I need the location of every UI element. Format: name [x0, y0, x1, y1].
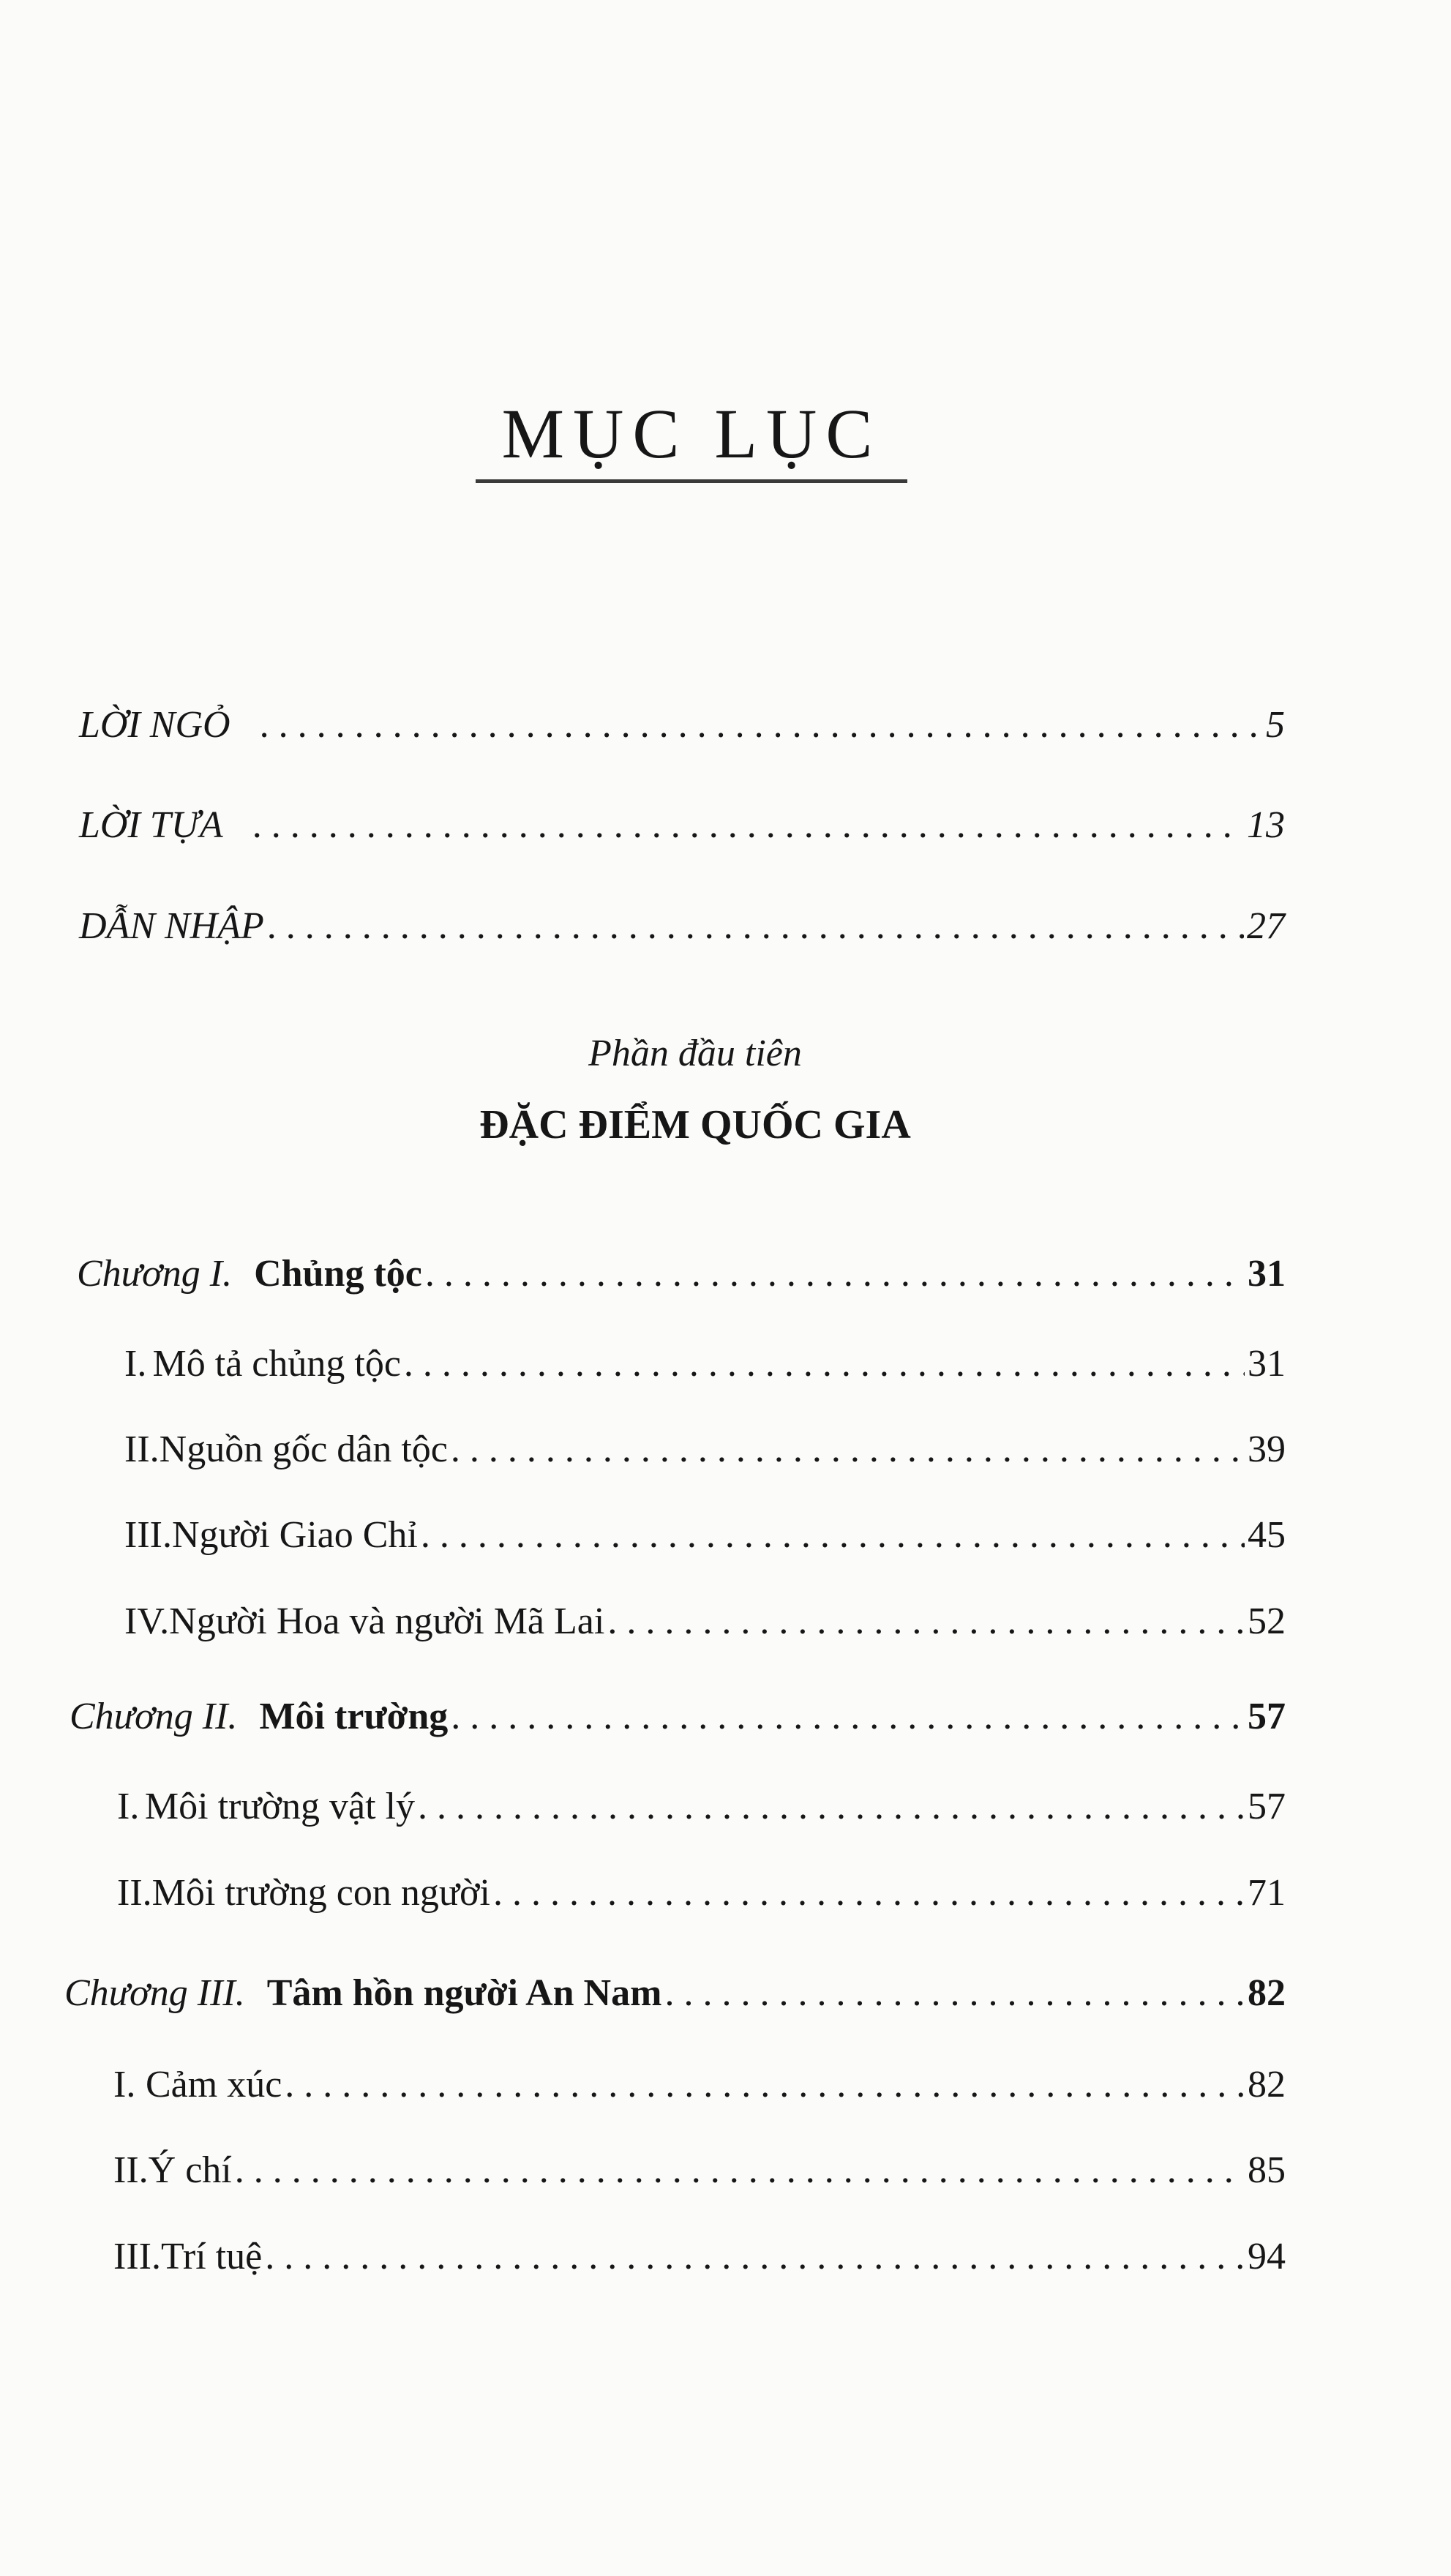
- toc-section-2-1[interactable]: [117, 1788, 1286, 1826]
- toc-page-number: 39: [1248, 1429, 1286, 1470]
- section-number: III.: [113, 2236, 161, 2277]
- section-title: Người Giao Chỉ: [171, 1514, 418, 1556]
- toc-entry-label: LỜI NGỎ: [79, 704, 230, 746]
- chapter-title: Môi trường: [259, 1696, 449, 1737]
- dot-leader: [252, 806, 1244, 845]
- section-title: Trí tuệ: [160, 2236, 263, 2277]
- section-title: Môi trường vật lý: [144, 1786, 416, 1827]
- dot-leader: [404, 1345, 1245, 1383]
- dot-leader: [451, 1431, 1245, 1469]
- toc-page-number: 27: [1247, 905, 1285, 947]
- toc-section-3-2[interactable]: [113, 2149, 1286, 2191]
- dot-leader: [235, 2152, 1245, 2190]
- section-title: Nguồn gốc dân tộc: [159, 1429, 448, 1470]
- section-number: II.: [113, 2149, 149, 2191]
- toc-page-number: 31: [1248, 1343, 1286, 1385]
- dot-leader: [260, 706, 1263, 744]
- section-title: Mô tả chủng tộc: [152, 1343, 401, 1385]
- page-title: MỤC LỤC: [501, 394, 882, 473]
- section-title: Người Hoa và người Mã Lai: [169, 1600, 605, 1642]
- toc-front-loi-ngo[interactable]: [79, 706, 1285, 744]
- dot-leader: [418, 1788, 1245, 1826]
- toc-chapter-2[interactable]: [70, 1698, 1286, 1736]
- dot-leader: [265, 2238, 1245, 2276]
- section-number: I.: [117, 1786, 140, 1827]
- toc-section-1-4[interactable]: [124, 1600, 1286, 1642]
- title-underline: [476, 479, 907, 483]
- toc-chapter-1[interactable]: [77, 1255, 1286, 1293]
- toc-section-2-2[interactable]: [117, 1874, 1286, 1912]
- part-subtitle: Phần đầu tiên: [588, 1033, 802, 1074]
- toc-entry-label: LỜI TỰA: [79, 804, 223, 846]
- section-number: II.: [117, 1872, 152, 1914]
- section-number: II.: [124, 1429, 160, 1470]
- toc-front-loi-tua[interactable]: [79, 806, 1285, 845]
- dot-leader: [493, 1874, 1245, 1912]
- toc-front-dan-nhap[interactable]: [79, 907, 1285, 946]
- dot-leader: [285, 2066, 1245, 2104]
- toc-page-number: 13: [1247, 804, 1285, 846]
- toc-section-1-3[interactable]: [124, 1516, 1286, 1554]
- toc-section-3-1[interactable]: [113, 2066, 1286, 2104]
- section-number: IV.: [124, 1600, 170, 1642]
- toc-section-1-2[interactable]: [124, 1431, 1286, 1469]
- chapter-title: Chủng tộc: [254, 1253, 422, 1295]
- toc-page-number: 5: [1266, 704, 1285, 746]
- chapter-label: Chương III.: [64, 1972, 245, 2014]
- toc-page-number: 57: [1248, 1696, 1286, 1737]
- toc-section-1-1[interactable]: [124, 1345, 1286, 1383]
- dot-leader: [267, 907, 1244, 946]
- toc-section-3-3[interactable]: [113, 2238, 1286, 2276]
- toc-page-number: 82: [1248, 1972, 1286, 2014]
- dot-leader: [425, 1255, 1245, 1293]
- section-number: I.: [124, 1343, 147, 1385]
- part-title: ĐẶC ĐIỂM QUỐC GIA: [479, 1102, 911, 1147]
- toc-page-number: 94: [1248, 2236, 1286, 2277]
- toc-page-number: 52: [1248, 1600, 1286, 1642]
- chapter-label: Chương I.: [77, 1253, 233, 1295]
- toc-page-number: 31: [1248, 1253, 1286, 1295]
- toc-page-number: 45: [1248, 1514, 1286, 1556]
- toc-page-number: 85: [1248, 2149, 1286, 2191]
- section-title: Ý chí: [148, 2149, 232, 2191]
- chapter-label: Chương II.: [70, 1696, 238, 1737]
- dot-leader: [607, 1603, 1245, 1641]
- section-number: I.: [113, 2064, 136, 2105]
- chapter-title: Tâm hồn người An Nam: [266, 1972, 662, 2014]
- section-title: Môi trường con người: [151, 1872, 490, 1914]
- dot-leader: [421, 1516, 1245, 1554]
- toc-page-number: 71: [1248, 1872, 1286, 1914]
- toc-entry-label: DẪN NHẬP: [79, 905, 264, 947]
- toc-page-number: 82: [1248, 2064, 1286, 2105]
- dot-leader: [664, 1974, 1245, 2012]
- dot-leader: [451, 1698, 1245, 1736]
- toc-chapter-3[interactable]: [64, 1974, 1286, 2012]
- section-number: III.: [124, 1514, 172, 1556]
- toc-page-number: 57: [1248, 1786, 1286, 1827]
- section-title: Cảm xúc: [146, 2064, 282, 2105]
